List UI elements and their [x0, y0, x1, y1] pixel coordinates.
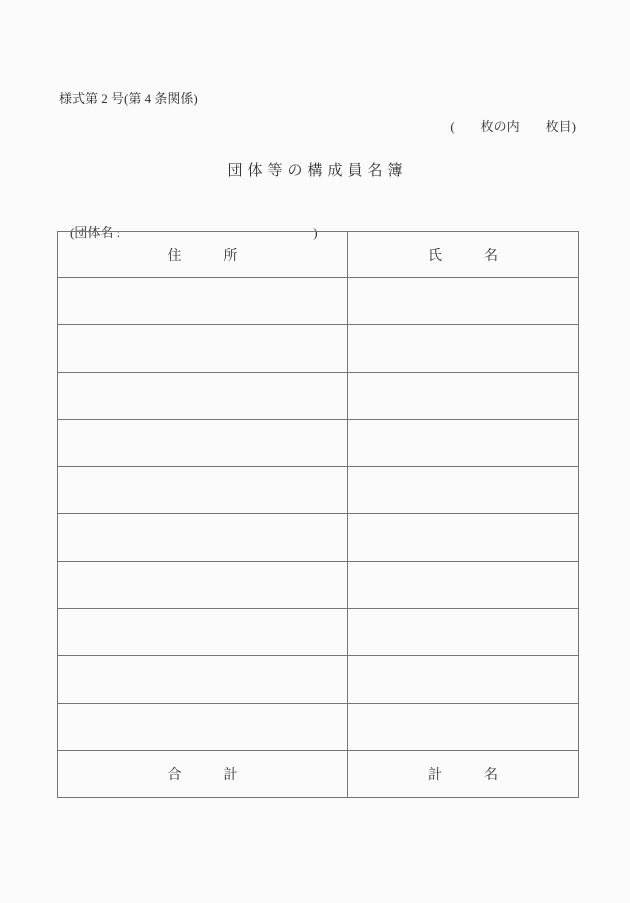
name-cell [348, 278, 579, 325]
organization-name-label: (団体名 : [70, 224, 121, 240]
total-row [58, 750, 579, 797]
address-column-header: 住 所 [58, 232, 348, 278]
member-row [58, 514, 579, 561]
header-row [58, 232, 579, 278]
name-cell [348, 372, 579, 419]
total-count-cell: 計 名 [348, 750, 579, 797]
name-cell [348, 514, 579, 561]
address-cell [58, 278, 348, 325]
name-cell [348, 419, 579, 466]
member-row [58, 372, 579, 419]
organization-name-close-paren: ) [313, 224, 318, 240]
form-number: 様式第 2 号(第 4 条関係) [59, 91, 198, 106]
member-row [58, 419, 579, 466]
name-cell [348, 656, 579, 703]
name-column-header: 氏 名 [348, 232, 579, 278]
name-cell [348, 703, 579, 750]
member-row [58, 561, 579, 608]
address-cell [58, 609, 348, 656]
address-cell [58, 419, 348, 466]
member-row [58, 609, 579, 656]
member-rows [58, 278, 579, 751]
address-cell [58, 467, 348, 514]
member-row [58, 467, 579, 514]
form-title: 団体等の構成員名簿 [227, 163, 408, 179]
member-roster-table [57, 231, 579, 798]
address-cell [58, 372, 348, 419]
total-label-cell: 合 計 [58, 750, 348, 797]
name-cell [348, 325, 579, 372]
member-row [58, 703, 579, 750]
name-cell [348, 561, 579, 608]
address-cell [58, 514, 348, 561]
name-cell [348, 467, 579, 514]
address-cell [58, 656, 348, 703]
name-cell [348, 609, 579, 656]
address-cell [58, 325, 348, 372]
member-row [58, 325, 579, 372]
member-row [58, 278, 579, 325]
address-cell [58, 703, 348, 750]
member-row [58, 656, 579, 703]
page-count-note: ( 枚の内 枚目) [450, 119, 576, 134]
address-cell [58, 561, 348, 608]
